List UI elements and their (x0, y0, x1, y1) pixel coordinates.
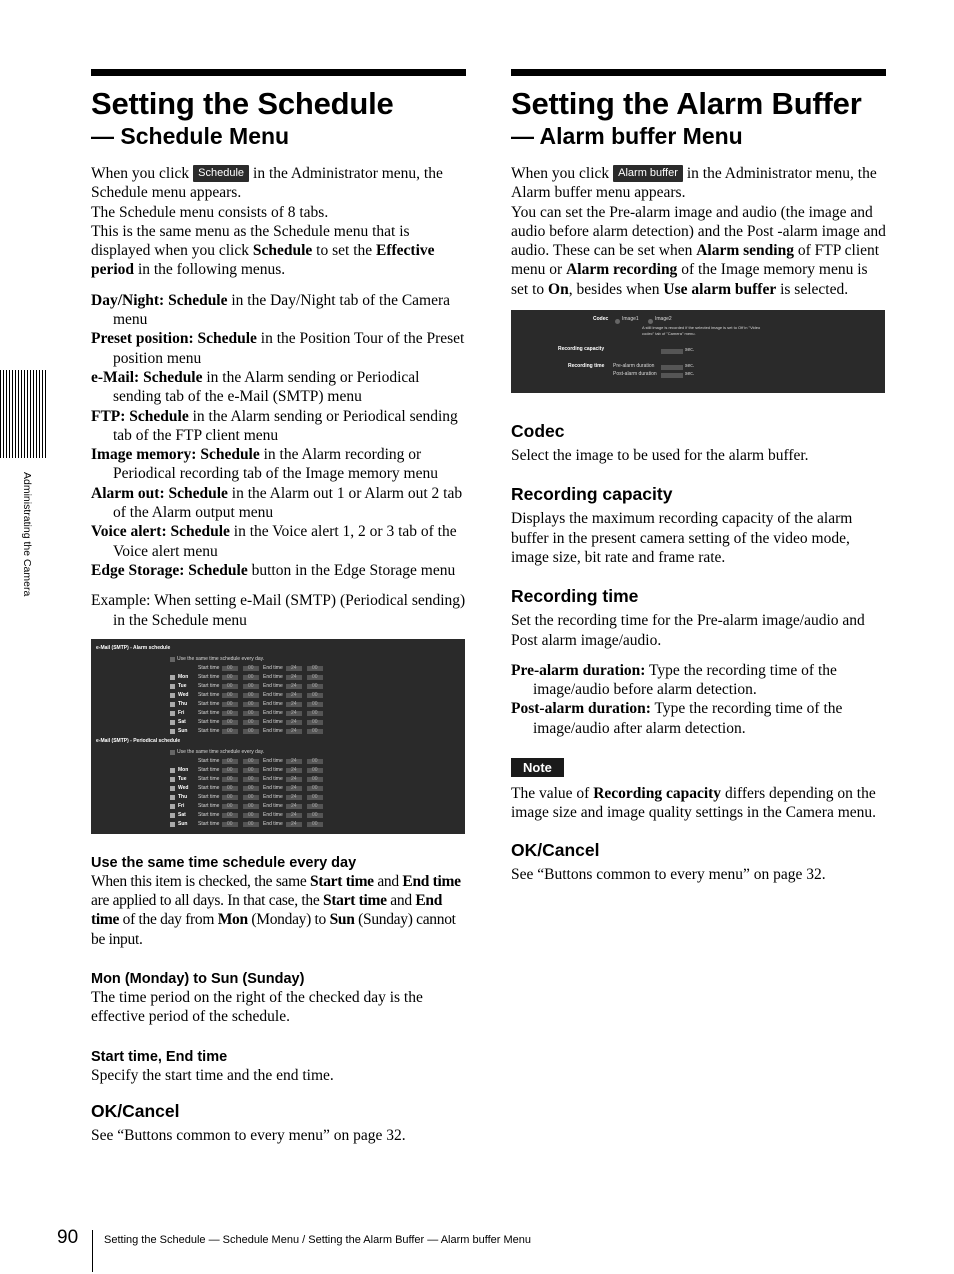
start-hour-value: 00 (227, 820, 233, 827)
pre-alarm-definition: Pre-alarm duration: Type the recording time of the image/audio before alarm detection. (511, 661, 837, 699)
start-time-label: Start time (198, 700, 220, 707)
ok-cancel-heading: OK/Cancel (91, 1100, 180, 1121)
page-title: Setting the Schedule (91, 86, 394, 121)
end-minute-value: 00 (312, 766, 318, 773)
start-hour-value: 00 (227, 811, 233, 818)
page-title: Setting the Alarm Buffer (511, 86, 862, 121)
day-label: Wed (178, 784, 189, 791)
pre-alarm-label: Pre-alarm duration (613, 363, 655, 370)
start-hour-value: 00 (227, 700, 233, 707)
end-time-label: End time (263, 682, 283, 689)
start-time-label: Start time (198, 820, 220, 827)
end-minute-value: 00 (312, 682, 318, 689)
end-minute-value: 00 (312, 820, 318, 827)
same-time-label: Use the same time schedule every day. (177, 748, 265, 755)
schedule-column (91, 69, 466, 1145)
list-item: Preset position: Schedule in the Position Tour of the Preset position menu (91, 330, 465, 367)
start-hour-value: 00 (227, 664, 233, 671)
alarm-buffer-column (511, 69, 886, 884)
start-time-label: Start time (198, 811, 220, 818)
end-hour-value: 24 (291, 793, 297, 800)
end-hour-value: 24 (291, 691, 297, 698)
schedule-row (91, 802, 465, 811)
intro-paragraph: When you click Alarm buffer in the Administrator menu, the Alarm buffer menu appears. (511, 165, 877, 202)
day-checkbox (170, 813, 175, 818)
end-minute-value: 00 (312, 727, 318, 734)
start-hour-value: 00 (227, 775, 233, 782)
side-tab-marker (0, 370, 47, 458)
intro-paragraph: When you click Schedule in the Administrator menu, the Schedule menu appears. (91, 165, 443, 202)
schedule-row (91, 820, 465, 829)
same-time-checkbox (170, 657, 175, 662)
end-hour-value: 24 (291, 682, 297, 689)
image1-label: Image1 (622, 316, 639, 323)
same-time-row (91, 655, 465, 664)
start-minute-value: 00 (248, 673, 254, 680)
start-minute-value: 00 (248, 718, 254, 725)
end-hour-value: 24 (291, 784, 297, 791)
start-minute-value: 00 (248, 802, 254, 809)
note-text: The value of Recording capacity differs depending on the image size and image quality settings in the Camera menu. (511, 785, 877, 822)
end-minute-value: 00 (312, 775, 318, 782)
start-hour-value: 00 (227, 727, 233, 734)
start-end-heading: Start time, End time (91, 1048, 228, 1065)
title-rule (91, 69, 466, 76)
start-minute-value: 00 (248, 682, 254, 689)
end-minute-value: 00 (312, 700, 318, 707)
day-checkbox (170, 822, 175, 827)
day-checkbox (170, 768, 175, 773)
day-checkbox (170, 684, 175, 689)
ok-cancel-text: See “Buttons common to every menu” on page 32. (91, 1126, 406, 1144)
periodical-schedule-heading: e-Mail (SMTP) - Periodical schedule (96, 737, 181, 744)
day-label: Fri (178, 709, 185, 716)
post-alarm-unit: sec. (685, 371, 695, 378)
start-time-label: Start time (198, 664, 220, 671)
start-hour-value: 00 (227, 802, 233, 809)
schedule-row (91, 673, 465, 682)
end-minute-value: 00 (312, 673, 318, 680)
start-time-label: Start time (198, 727, 220, 734)
start-minute-value: 00 (248, 727, 254, 734)
same-time-text: When this item is checked, the same Start time and End time are applied to all days. In that case, the Start time and End time of the day from Mon (Monday) to Sun (Sunday) cannot be input. (91, 872, 461, 948)
mon-sun-text: The time period on the right of the checked day is the effective period of the schedule. (91, 989, 423, 1026)
codec-heading: Codec (511, 421, 565, 442)
page-subtitle: — Schedule Menu (91, 123, 290, 149)
alarm-buffer-screenshot (511, 310, 885, 393)
start-time-label: Start time (198, 757, 220, 764)
schedule-row (91, 664, 465, 673)
list-item: Voice alert: Schedule in the Voice alert 1, 2 or 3 tab of the Voice alert menu (91, 523, 457, 560)
day-checkbox (170, 795, 175, 800)
example-text: Example: When setting e-Mail (SMTP) (Periodical sending) in the Schedule menu (91, 592, 466, 629)
day-label: Sat (178, 811, 186, 818)
start-minute-value: 00 (248, 709, 254, 716)
start-minute-value: 00 (248, 784, 254, 791)
end-hour-value: 24 (291, 718, 297, 725)
capacity-heading: Recording capacity (511, 484, 673, 505)
day-label: Sat (178, 718, 186, 725)
day-label: Mon (178, 673, 189, 680)
same-menu-text: This is the same menu as the Schedule menu that is displayed when you click Schedule to set the Effective period in the following menus. (91, 222, 435, 279)
codec-note: A still image is recorded if the selected image is set to Off in "Video codec" tab of "Camera" menu. (642, 325, 761, 337)
schedule-row (91, 727, 465, 736)
end-minute-value: 00 (312, 793, 318, 800)
start-minute-value: 00 (248, 757, 254, 764)
schedule-row (91, 682, 465, 691)
start-time-label: Start time (198, 709, 220, 716)
end-hour-value: 24 (291, 709, 297, 716)
end-hour-value: 24 (291, 775, 297, 782)
end-minute-value: 00 (312, 664, 318, 671)
ok-cancel-heading: OK/Cancel (511, 839, 600, 860)
start-time-label: Start time (198, 775, 220, 782)
end-hour-value: 24 (291, 766, 297, 773)
start-hour-value: 00 (227, 691, 233, 698)
start-minute-value: 00 (248, 820, 254, 827)
end-hour-value: 24 (291, 727, 297, 734)
list-item: Alarm out: Schedule in the Alarm out 1 or Alarm out 2 tab of the Alarm output menu (91, 484, 463, 522)
post-alarm-field (661, 373, 683, 378)
start-end-text: Specify the start time and the end time. (91, 1066, 334, 1084)
same-time-checkbox (170, 750, 175, 755)
start-time-label: Start time (198, 691, 220, 698)
capacity-text: Displays the maximum recording capacity of the alarm buffer in the present camera setting of the video mode, image size, bit rate and frame rate. (511, 510, 853, 566)
same-time-heading: Use the same time schedule every day (91, 854, 357, 871)
day-label: Mon (178, 766, 189, 773)
schedule-row (91, 718, 465, 727)
start-minute-value: 00 (248, 664, 254, 671)
day-label: Wed (178, 691, 189, 698)
end-minute-value: 00 (312, 811, 318, 818)
end-hour-value: 24 (291, 664, 297, 671)
end-time-label: End time (263, 709, 283, 716)
start-minute-value: 00 (248, 793, 254, 800)
capacity-unit: sec. (685, 347, 695, 354)
page-subtitle: — Alarm buffer Menu (511, 123, 743, 149)
schedule-button: Schedule (193, 165, 249, 182)
codec-label: Codec (593, 316, 609, 323)
same-time-label: Use the same time schedule every day. (177, 655, 265, 662)
image1-radio (615, 319, 620, 324)
side-tab-label: Administrating the Camera (21, 472, 33, 597)
time-label: Recording time (568, 363, 605, 370)
end-time-label: End time (263, 820, 283, 827)
end-hour-value: 24 (291, 700, 297, 707)
day-checkbox (170, 777, 175, 782)
start-hour-value: 00 (227, 766, 233, 773)
day-label: Tue (178, 775, 187, 782)
schedule-row (91, 784, 465, 793)
post-alarm-label: Post-alarm duration (613, 371, 657, 378)
recording-time-text: Set the recording time for the Pre-alarm image/audio and Post alarm image/audio. (511, 612, 865, 649)
title-rule (511, 69, 886, 76)
day-checkbox (170, 804, 175, 809)
start-hour-value: 00 (227, 784, 233, 791)
end-minute-value: 00 (312, 757, 318, 764)
capacity-label: Recording capacity (558, 346, 605, 353)
consists-text: The Schedule menu consists of 8 tabs. (91, 203, 329, 221)
recording-time-heading: Recording time (511, 586, 639, 607)
end-time-label: End time (263, 718, 283, 725)
day-label: Fri (178, 802, 185, 809)
end-time-label: End time (263, 700, 283, 707)
start-time-label: Start time (198, 766, 220, 773)
day-checkbox (170, 675, 175, 680)
mon-sun-heading: Mon (Monday) to Sun (Sunday) (91, 971, 305, 988)
image2-label: Image2 (655, 316, 672, 323)
image2-radio (648, 319, 653, 324)
end-time-label: End time (263, 775, 283, 782)
end-time-label: End time (263, 727, 283, 734)
post-alarm-definition: Post-alarm duration: Type the recording time of the image/audio after alarm detection. (511, 700, 843, 737)
day-checkbox (170, 702, 175, 707)
start-hour-value: 00 (227, 757, 233, 764)
end-time-label: End time (263, 793, 283, 800)
end-time-label: End time (263, 673, 283, 680)
day-checkbox (170, 786, 175, 791)
list-item: Day/Night: Schedule in the Day/Night tab of the Camera menu (91, 291, 451, 329)
day-checkbox (170, 729, 175, 734)
start-minute-value: 00 (248, 766, 254, 773)
alarm-buffer-button: Alarm buffer (613, 165, 683, 182)
start-hour-value: 00 (227, 673, 233, 680)
menu-list (91, 291, 466, 580)
end-time-label: End time (263, 766, 283, 773)
start-time-label: Start time (198, 673, 220, 680)
end-hour-value: 24 (291, 820, 297, 827)
end-minute-value: 00 (312, 802, 318, 809)
alarm-buffer-description: You can set the Pre-alarm image and audio (the image and audio before alarm detection) and the Post -alarm image and audio. These can be set when Alarm sending of FTP client menu or Alarm recording of the Image memory menu is set to On, besides when Use alarm buffer is selected. (511, 203, 886, 298)
start-hour-value: 00 (227, 793, 233, 800)
list-item: Image memory: Schedule in the Alarm recording or Periodical recording tab of the Image memory menu (91, 446, 438, 483)
schedule-row (91, 691, 465, 700)
start-hour-value: 00 (227, 718, 233, 725)
start-minute-value: 00 (248, 700, 254, 707)
day-checkbox (170, 693, 175, 698)
schedule-row (91, 757, 465, 766)
start-hour-value: 00 (227, 682, 233, 689)
pre-alarm-field (661, 365, 683, 370)
end-hour-value: 24 (291, 757, 297, 764)
end-time-label: End time (263, 784, 283, 791)
end-time-label: End time (263, 802, 283, 809)
end-time-label: End time (263, 811, 283, 818)
schedule-row (91, 700, 465, 709)
start-time-label: Start time (198, 718, 220, 725)
schedule-screenshot (91, 639, 465, 834)
capacity-field (661, 349, 683, 354)
ok-cancel-text: See “Buttons common to every menu” on page 32. (511, 865, 826, 883)
schedule-row (91, 811, 465, 820)
start-time-label: Start time (198, 682, 220, 689)
day-label: Sun (178, 727, 188, 734)
end-minute-value: 00 (312, 709, 318, 716)
end-minute-value: 00 (312, 784, 318, 791)
schedule-row (91, 775, 465, 784)
start-hour-value: 00 (227, 709, 233, 716)
end-hour-value: 24 (291, 673, 297, 680)
footer-divider (92, 1230, 93, 1272)
start-minute-value: 00 (248, 811, 254, 818)
end-hour-value: 24 (291, 811, 297, 818)
start-minute-value: 00 (248, 775, 254, 782)
pre-alarm-unit: sec. (685, 363, 695, 370)
end-time-label: End time (263, 757, 283, 764)
running-title: Setting the Schedule — Schedule Menu / Setting the Alarm Buffer — Alarm buffer Menu (104, 1234, 532, 1246)
schedule-row (91, 766, 465, 775)
schedule-row (91, 709, 465, 718)
start-minute-value: 00 (248, 691, 254, 698)
end-minute-value: 00 (312, 718, 318, 725)
start-time-label: Start time (198, 793, 220, 800)
list-item: e-Mail: Schedule in the Alarm sending or Periodical sending tab of the e-Mail (SMTP) menu (91, 368, 420, 406)
day-checkbox (170, 720, 175, 725)
end-hour-value: 24 (291, 802, 297, 809)
note-badge: Note (511, 758, 564, 777)
day-checkbox (170, 711, 175, 716)
alarm-schedule-heading: e-Mail (SMTP) - Alarm schedule (96, 644, 171, 651)
start-time-label: Start time (198, 784, 220, 791)
same-time-row (91, 748, 465, 757)
list-item: Edge Storage: Schedule button in the Edge Storage menu (91, 561, 456, 579)
day-label: Sun (178, 820, 188, 827)
list-item: FTP: Schedule in the Alarm sending or Periodical sending tab of the FTP client menu (91, 407, 458, 444)
page-number: 90 (57, 1227, 79, 1248)
day-label: Thu (178, 700, 188, 707)
end-minute-value: 00 (312, 691, 318, 698)
schedule-row (91, 793, 465, 802)
codec-text: Select the image to be used for the alarm buffer. (511, 447, 809, 465)
end-time-label: End time (263, 664, 283, 671)
day-label: Tue (178, 682, 187, 689)
end-time-label: End time (263, 691, 283, 698)
start-time-label: Start time (198, 802, 220, 809)
day-label: Thu (178, 793, 188, 800)
